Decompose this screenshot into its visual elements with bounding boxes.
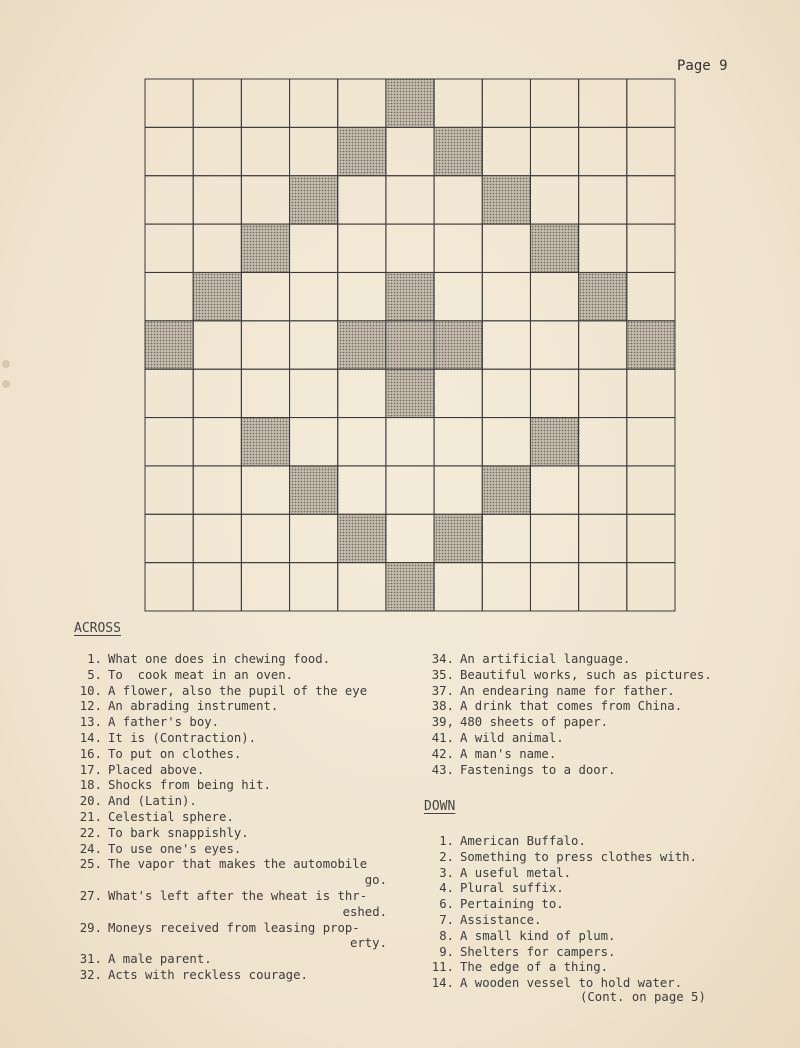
grid-cell[interactable] — [434, 369, 482, 417]
grid-cell[interactable] — [290, 321, 338, 369]
across-clue — [72, 842, 387, 858]
grid-cell[interactable] — [482, 369, 530, 417]
grid-cell[interactable] — [241, 514, 289, 562]
across-heading: ACROSS — [74, 621, 121, 636]
clue-text: A small kind of plum. — [460, 928, 616, 943]
grid-cell[interactable] — [193, 563, 241, 611]
across-clue — [72, 794, 387, 810]
clue-text: A man's name. — [460, 746, 557, 761]
grid-cell[interactable] — [482, 418, 530, 466]
clue-text: A flower, also the pupil of the eye — [108, 683, 368, 698]
clue-number: 37. — [431, 683, 454, 698]
page-number: Page 9 — [677, 58, 728, 74]
clue-text: Acts with reckless courage. — [108, 967, 308, 982]
grid-cell[interactable] — [627, 79, 675, 127]
down-clue — [424, 929, 697, 945]
grid-cell[interactable] — [530, 369, 578, 417]
clue-number: 5. — [87, 667, 102, 682]
grid-cell[interactable] — [193, 514, 241, 562]
grid-cell[interactable] — [338, 272, 386, 320]
across-clue — [72, 699, 387, 715]
grid-cell[interactable] — [338, 224, 386, 272]
clue-number: 4. — [439, 881, 454, 896]
clue-text: To use one's eyes. — [108, 841, 242, 856]
clue-text: Pertaining to. — [460, 897, 564, 912]
clue-text: A male parent. — [108, 952, 212, 967]
clue-number: 41. — [431, 730, 454, 745]
grid-cell[interactable] — [627, 176, 675, 224]
down-clue — [424, 960, 697, 976]
grid-cell[interactable] — [241, 176, 289, 224]
grid-cell[interactable] — [434, 466, 482, 514]
clue-text: The edge of a thing. — [460, 960, 609, 975]
clue-text: An artificial language. — [460, 652, 631, 666]
across-clues-column-1 — [72, 652, 387, 984]
grid-cell-shaded — [386, 563, 434, 611]
across-clue — [72, 668, 387, 684]
across-clue — [72, 652, 387, 668]
clue-text-continuation: eshed. — [342, 904, 387, 919]
clue-number: 35. — [431, 667, 454, 682]
clue-number: 7. — [439, 912, 454, 927]
grid-cell[interactable] — [193, 418, 241, 466]
across-clue — [72, 826, 387, 842]
clue-number: 38. — [431, 699, 454, 714]
clue-number: 22. — [79, 825, 102, 840]
clue-text: Fastenings to a door. — [460, 762, 616, 777]
grid-cell[interactable] — [627, 466, 675, 514]
grid-cell[interactable] — [579, 176, 627, 224]
across-clue — [424, 684, 712, 700]
grid-cell[interactable] — [386, 418, 434, 466]
clue-number: 16. — [79, 746, 102, 761]
clue-number: 43. — [431, 762, 454, 777]
clue-text: Placed above. — [108, 762, 205, 777]
grid-cell[interactable] — [386, 176, 434, 224]
grid-cell[interactable] — [530, 176, 578, 224]
grid-cell-shaded — [145, 321, 193, 369]
clue-text: The vapor that makes the automobile — [108, 857, 368, 872]
clue-text-continuation: go. — [364, 873, 387, 888]
grid-cell[interactable] — [627, 224, 675, 272]
grid-cell-shaded — [627, 321, 675, 369]
grid-cell[interactable] — [145, 224, 193, 272]
clue-number: 32. — [79, 967, 102, 982]
grid-cell[interactable] — [193, 321, 241, 369]
grid-cell[interactable] — [434, 272, 482, 320]
clue-text: Something to press clothes with. — [460, 849, 697, 864]
across-clue — [72, 763, 387, 779]
grid-cell[interactable] — [290, 514, 338, 562]
grid-cell[interactable] — [193, 224, 241, 272]
grid-cell[interactable] — [530, 321, 578, 369]
grid-cell-shaded — [386, 79, 434, 127]
grid-cell[interactable] — [290, 418, 338, 466]
across-clue — [424, 763, 712, 779]
clue-number: 34. — [431, 652, 454, 666]
clue-text: And (Latin). — [108, 794, 197, 809]
punch-hole — [2, 360, 10, 368]
across-clue — [424, 715, 712, 731]
down-clue — [424, 850, 697, 866]
grid-cell-shaded — [338, 514, 386, 562]
grid-cell[interactable] — [193, 466, 241, 514]
across-clue — [72, 921, 387, 953]
across-clue — [72, 810, 387, 826]
clue-text: 480 sheets of paper. — [460, 715, 609, 730]
clue-text: An abrading instrument. — [108, 699, 279, 714]
clue-number: 6. — [439, 897, 454, 912]
grid-cell[interactable] — [241, 321, 289, 369]
grid-cell[interactable] — [145, 272, 193, 320]
grid-cell-shaded — [530, 224, 578, 272]
grid-cell[interactable] — [579, 563, 627, 611]
clue-number: 12. — [79, 699, 102, 714]
grid-cell[interactable] — [579, 224, 627, 272]
grid-cell-shaded — [290, 176, 338, 224]
grid-cell[interactable] — [241, 127, 289, 175]
grid-cell[interactable] — [386, 127, 434, 175]
grid-cell[interactable] — [579, 79, 627, 127]
clue-text: A wooden vessel to hold water. — [460, 976, 683, 991]
grid-cell-shaded — [434, 321, 482, 369]
clue-text: A wild animal. — [460, 730, 564, 745]
grid-cell[interactable] — [530, 466, 578, 514]
grid-cell[interactable] — [386, 514, 434, 562]
clue-number: 1. — [439, 834, 454, 848]
clue-number: 18. — [79, 778, 102, 793]
grid-cell-shaded — [482, 176, 530, 224]
across-clue — [424, 699, 712, 715]
grid-cell-shaded — [338, 321, 386, 369]
grid-cell[interactable] — [145, 514, 193, 562]
clue-text: Plural suffix. — [460, 881, 564, 896]
grid-cell[interactable] — [482, 321, 530, 369]
grid-cell[interactable] — [434, 176, 482, 224]
grid-cell-shaded — [386, 272, 434, 320]
grid-cell[interactable] — [338, 369, 386, 417]
grid-cell[interactable] — [530, 514, 578, 562]
grid-cell-shaded — [193, 272, 241, 320]
grid-cell-shaded — [434, 127, 482, 175]
across-clue — [72, 778, 387, 794]
grid-cell[interactable] — [290, 369, 338, 417]
grid-cell[interactable] — [530, 79, 578, 127]
clue-number: 11. — [431, 960, 454, 975]
grid-cell[interactable] — [290, 563, 338, 611]
grid-cell[interactable] — [579, 514, 627, 562]
clue-text: To cook meat in an oven. — [108, 667, 294, 682]
grid-cell[interactable] — [579, 418, 627, 466]
grid-cell[interactable] — [579, 369, 627, 417]
clue-number: 2. — [439, 849, 454, 864]
grid-cell[interactable] — [145, 79, 193, 127]
clue-text: Moneys received from leasing prop- — [108, 920, 360, 935]
grid-cell[interactable] — [145, 127, 193, 175]
across-clues-column-2 — [424, 652, 712, 778]
across-clue — [72, 747, 387, 763]
continuation-note: (Cont. on page 5) — [580, 990, 706, 1004]
grid-cell[interactable] — [579, 321, 627, 369]
grid-cell[interactable] — [482, 272, 530, 320]
grid-cell-shaded — [579, 272, 627, 320]
grid-cell[interactable] — [627, 563, 675, 611]
grid-cell[interactable] — [338, 418, 386, 466]
grid-cell[interactable] — [482, 127, 530, 175]
clue-text: Beautiful works, such as pictures. — [460, 667, 712, 682]
clue-number: 42. — [431, 746, 454, 761]
grid-cell[interactable] — [338, 79, 386, 127]
clue-text: It is (Contraction). — [108, 730, 257, 745]
across-clue — [424, 747, 712, 763]
grid-cell[interactable] — [290, 224, 338, 272]
clue-number: 17. — [79, 762, 102, 777]
grid-cell[interactable] — [482, 514, 530, 562]
clue-text: Shelters for campers. — [460, 944, 616, 959]
grid-cell[interactable] — [145, 418, 193, 466]
grid-cell[interactable] — [482, 563, 530, 611]
grid-cell-shaded — [530, 418, 578, 466]
grid-cell[interactable] — [290, 79, 338, 127]
clue-number: 20. — [79, 794, 102, 809]
grid-cell[interactable] — [627, 272, 675, 320]
clue-number: 10. — [79, 683, 102, 698]
grid-cell[interactable] — [145, 466, 193, 514]
across-clue — [72, 731, 387, 747]
across-clue — [72, 952, 387, 968]
grid-cell[interactable] — [241, 563, 289, 611]
grid-cell[interactable] — [338, 563, 386, 611]
down-clue — [424, 897, 697, 913]
grid-cell[interactable] — [338, 176, 386, 224]
down-clues — [424, 834, 697, 992]
grid-cell-shaded — [386, 369, 434, 417]
grid-cell[interactable] — [145, 563, 193, 611]
grid-cell[interactable] — [386, 466, 434, 514]
clue-text: What one does in chewing food. — [108, 652, 331, 666]
grid-cell[interactable] — [241, 79, 289, 127]
down-clue — [424, 834, 697, 850]
grid-cell[interactable] — [434, 79, 482, 127]
clue-number: 9. — [439, 944, 454, 959]
clue-number: 29. — [79, 920, 102, 935]
clue-number: 24. — [79, 841, 102, 856]
across-clue — [72, 889, 387, 921]
grid-cell-shaded — [482, 466, 530, 514]
grid-cell-shaded — [434, 514, 482, 562]
down-clue — [424, 913, 697, 929]
grid-cell[interactable] — [627, 418, 675, 466]
down-clue — [424, 881, 697, 897]
clue-text: An endearing name for father. — [460, 683, 675, 698]
clue-text: To put on clothes. — [108, 746, 242, 761]
grid-cell[interactable] — [579, 466, 627, 514]
across-clue — [72, 857, 387, 889]
grid-cell-shaded — [241, 418, 289, 466]
clue-text: Assistance. — [460, 912, 542, 927]
grid-cell[interactable] — [434, 224, 482, 272]
clue-text: Celestial sphere. — [108, 809, 234, 824]
clue-number: 13. — [79, 715, 102, 730]
grid-cell[interactable] — [482, 79, 530, 127]
grid-cell[interactable] — [145, 369, 193, 417]
across-clue — [424, 731, 712, 747]
crossword-grid[interactable] — [144, 78, 676, 612]
clue-text: To bark snappishly. — [108, 825, 249, 840]
grid-cell[interactable] — [193, 176, 241, 224]
clue-number: 39, — [431, 715, 454, 730]
clue-text: A useful metal. — [460, 865, 572, 880]
grid-cell[interactable] — [482, 224, 530, 272]
down-heading: DOWN — [424, 799, 456, 814]
grid-cell-shaded — [338, 127, 386, 175]
grid-cell[interactable] — [290, 127, 338, 175]
across-clue — [72, 715, 387, 731]
clue-text: A drink that comes from China. — [460, 699, 683, 714]
grid-cell[interactable] — [241, 272, 289, 320]
clue-text: American Buffalo. — [460, 834, 586, 848]
down-clue — [424, 866, 697, 882]
clue-number: 1. — [87, 652, 102, 666]
clue-text: What's left after the wheat is thr- — [108, 888, 368, 903]
grid-cell-shaded — [290, 466, 338, 514]
grid-cell[interactable] — [241, 466, 289, 514]
down-clue — [424, 945, 697, 961]
grid-cell[interactable] — [579, 127, 627, 175]
grid-cell[interactable] — [627, 514, 675, 562]
clue-number: 31. — [79, 952, 102, 967]
across-clue — [72, 968, 387, 984]
grid-cell[interactable] — [434, 418, 482, 466]
grid-cell[interactable] — [241, 369, 289, 417]
clue-number: 27. — [79, 888, 102, 903]
grid-cell[interactable] — [193, 127, 241, 175]
grid-cell[interactable] — [290, 272, 338, 320]
grid-cell[interactable] — [193, 79, 241, 127]
clue-number: 25. — [79, 857, 102, 872]
clue-text: Shocks from being hit. — [108, 778, 271, 793]
grid-cell[interactable] — [627, 127, 675, 175]
grid-cell-shaded — [241, 224, 289, 272]
clue-number: 3. — [439, 865, 454, 880]
clue-number: 14. — [79, 730, 102, 745]
clue-number: 14. — [431, 976, 454, 991]
punch-hole — [2, 380, 10, 388]
grid-cell[interactable] — [434, 563, 482, 611]
across-clue — [72, 684, 387, 700]
clue-number: 21. — [79, 809, 102, 824]
clue-text-continuation: erty. — [349, 936, 387, 951]
grid-cell[interactable] — [193, 369, 241, 417]
clue-text: A father's boy. — [108, 715, 220, 730]
grid-cell-shaded — [386, 321, 434, 369]
grid-cell[interactable] — [530, 272, 578, 320]
grid-cell[interactable] — [145, 176, 193, 224]
grid-cell[interactable] — [627, 369, 675, 417]
grid-cell[interactable] — [338, 466, 386, 514]
across-clue — [424, 652, 712, 668]
grid-cell[interactable] — [386, 224, 434, 272]
grid-cell[interactable] — [530, 127, 578, 175]
grid-cell[interactable] — [530, 563, 578, 611]
across-clue — [424, 668, 712, 684]
clue-number: 8. — [439, 928, 454, 943]
